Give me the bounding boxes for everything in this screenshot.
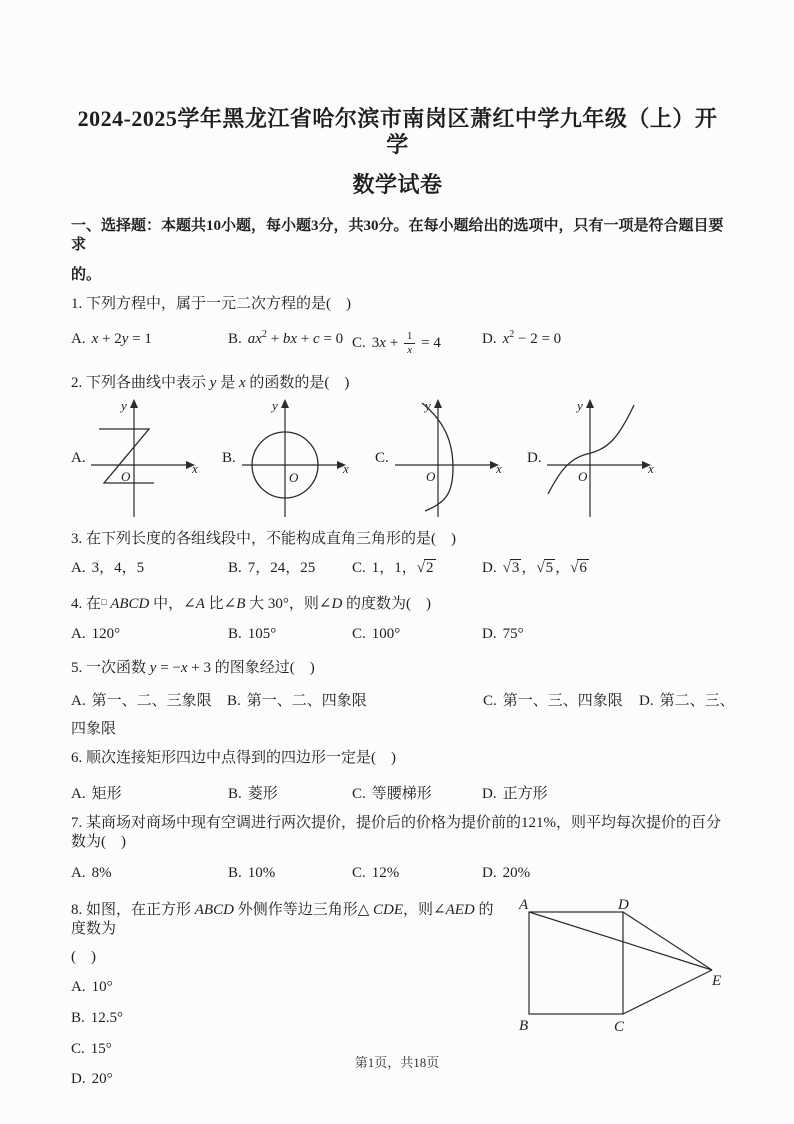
option-value: 75° — [502, 626, 524, 643]
q4-option-c — [352, 625, 482, 644]
option-label: B. — [71, 1010, 85, 1027]
q6-option-c — [352, 785, 482, 804]
graph-c-parabola-curve — [394, 397, 506, 519]
option-value: 正方形 — [502, 786, 548, 803]
option-value: 等腰梯形 — [371, 786, 432, 803]
curve-cubic — [548, 405, 634, 494]
exam-title — [71, 106, 724, 198]
option-value: x + 2y = 1 — [91, 331, 152, 347]
q5-option-d — [639, 692, 735, 711]
option-value: 1，1，√2 — [371, 560, 434, 577]
option-label: C. — [352, 865, 366, 882]
origin-label: O — [578, 469, 588, 485]
origin-label: O — [121, 469, 131, 485]
option-value: 第一、三、四象限 — [502, 693, 623, 710]
option-label: A. — [71, 331, 86, 347]
graph-d-cubic-curve — [546, 397, 658, 519]
segment-ce — [623, 970, 712, 1014]
q4-option-a — [71, 625, 228, 644]
q6-option-a — [71, 785, 228, 804]
option-value: 100° — [371, 626, 401, 643]
x-axis-label: x — [496, 461, 502, 477]
x-axis-label: x — [343, 461, 349, 477]
q1-option-b — [228, 330, 352, 356]
q7-option-d — [482, 864, 724, 883]
question-8-stem: 8. 如图，在正方形 ABCD 外侧作等边三角形△ CDE，则∠AED 的度数为 — [71, 902, 494, 938]
option-value: 第一、二、四象限 — [246, 693, 367, 710]
q6-option-b — [228, 785, 352, 804]
question-3-options — [71, 559, 724, 578]
exam-title-line2: 数学试卷 — [352, 172, 443, 197]
option-value: 8% — [91, 865, 112, 882]
option-label: B. — [228, 865, 242, 882]
option-label: A. — [71, 560, 86, 577]
x-axis-label: x — [648, 461, 654, 477]
option-value: 10° — [91, 979, 113, 996]
option-label: A. — [71, 693, 86, 710]
vertex-label-c: C — [614, 1019, 625, 1036]
question-7-stem: 7. 某商场对商场中现有空调进行两次提价，提价后的价格为提价前的121%，则平均每次提价的百分数为( ) — [71, 815, 721, 851]
option-label: C. — [352, 626, 366, 643]
option-label: D. — [482, 865, 497, 882]
q7-option-b — [228, 864, 352, 883]
option-label: D. — [482, 331, 497, 347]
y-axis-label: y — [272, 398, 278, 414]
origin-label: O — [289, 470, 299, 486]
option-value: 10% — [247, 865, 276, 882]
square-with-equilateral-triangle-figure — [512, 893, 724, 1035]
vertex-label-e: E — [712, 973, 722, 990]
section-heading-line1: 一、选择题：本题共10小题，每小题3分，共30分。在每小题给出的选项中，只有一项是符合题目要求 — [71, 218, 724, 253]
option-label: D. — [482, 786, 497, 803]
q5-option-c — [483, 692, 639, 711]
option-value: √3 ，√5 ，√6 — [502, 560, 587, 577]
question-5-stem: 5. 一次函数 y = −x + 3 的图象经过( ) — [71, 660, 315, 677]
q3-option-c — [352, 559, 482, 578]
q8-geometry-figure — [512, 893, 724, 1035]
segment-de — [623, 912, 712, 970]
question-3-stem: 3. 在下列长度的各组线段中，不能构成直角三角形的是( ) — [71, 531, 456, 548]
option-label: A. — [71, 979, 86, 996]
option-label: B. — [228, 786, 242, 803]
q3-option-d — [482, 559, 724, 578]
vertex-label-d: D — [618, 897, 629, 914]
graph-label: B. — [222, 450, 236, 467]
option-value: 矩形 — [91, 786, 122, 803]
q1-option-c — [352, 330, 482, 356]
option-value: 20° — [91, 1071, 113, 1088]
graph-option-d — [527, 397, 658, 519]
question-5-options — [71, 692, 735, 711]
option-label: C. — [352, 560, 366, 577]
graph-option-c — [375, 397, 506, 519]
question-1-stem: 1. 下列方程中，属于一元二次方程的是( ) — [71, 296, 351, 312]
option-value: 12.5° — [90, 1010, 124, 1027]
option-label: C. — [71, 1041, 85, 1058]
question-6-options — [71, 785, 724, 804]
question-7-options — [71, 864, 724, 883]
option-value: 3，4，5 — [91, 560, 145, 577]
option-label: B. — [228, 560, 242, 577]
option-label: C. — [483, 693, 497, 710]
y-axis-arrow-icon — [586, 399, 594, 408]
graph-label: D. — [527, 450, 542, 467]
option-value: 120° — [91, 626, 121, 643]
q1-option-d — [482, 330, 724, 356]
option-label: A. — [71, 626, 86, 643]
question-4-stem: 4. 在□ ABCD 中，∠A 比∠B 大 30°，则∠D 的度数为( ) — [71, 596, 432, 613]
y-axis-label: y — [425, 398, 431, 414]
question-4-options — [71, 625, 724, 644]
graph-option-a — [71, 397, 202, 519]
option-label: D. — [482, 626, 497, 643]
x-axis-label: x — [192, 461, 198, 477]
option-value: $x^2 - 2 = 0$ — [502, 329, 562, 347]
question-6-stem: 6. 顺次连接矩形四边中点得到的四边形一定是( ) — [71, 750, 396, 767]
q5-option-a — [71, 692, 227, 711]
q1-option-a — [71, 330, 228, 356]
graph-label: A. — [71, 450, 86, 467]
q5-option-b — [227, 692, 483, 711]
option-label: D. — [639, 693, 654, 710]
graph-label: C. — [375, 450, 389, 467]
option-value: 15° — [90, 1041, 112, 1058]
option-value: 20% — [502, 865, 531, 882]
option-value: 12% — [371, 865, 400, 882]
question-8-paren: ( ) — [71, 949, 96, 966]
q7-option-c — [352, 864, 482, 883]
graph-b-circle-curve — [241, 397, 353, 519]
q3-option-b — [228, 559, 352, 578]
option-label: C. — [352, 786, 366, 803]
y-axis-arrow-icon — [281, 399, 289, 408]
y-axis-arrow-icon — [130, 399, 138, 408]
option-label: A. — [71, 865, 86, 882]
option-value: 105° — [247, 626, 277, 643]
exam-title-line1: 2024-2025学年黑龙江省哈尔滨市南岗区萧红中学九年级（上）开学 — [77, 106, 718, 157]
question-2-stem: 2. 下列各曲线中表示 y 是 x 的函数的是( ) — [71, 375, 350, 392]
option-label: B. — [228, 626, 242, 643]
segment-ae — [529, 912, 712, 970]
option-value: $ax^2$ + bx + c = 0 — [247, 329, 344, 347]
q4-option-b — [228, 625, 352, 644]
option-label: D. — [482, 560, 497, 577]
y-axis-label: y — [577, 398, 583, 414]
option-label: C. — [352, 334, 366, 351]
option-value: 3x + $\frac{1}{x}$ = 4 — [371, 330, 441, 356]
vertex-label-b: B — [519, 1018, 529, 1035]
q4-option-d — [482, 625, 724, 644]
option-value: 7，24，25 — [247, 560, 316, 577]
option-label: D. — [71, 1071, 86, 1088]
option-label: A. — [71, 786, 86, 803]
q7-option-a — [71, 864, 228, 883]
option-value: 菱形 — [247, 786, 278, 803]
section-heading-line2: 的。 — [71, 267, 102, 283]
graph-a-zigzag-curve — [90, 397, 202, 519]
question-1-options — [71, 330, 724, 356]
q6-option-d — [482, 785, 724, 804]
page-number: 第1页，共18页 — [354, 1055, 440, 1070]
y-axis-arrow-icon — [434, 399, 442, 408]
question-2-graphs — [71, 397, 724, 519]
q3-option-a — [71, 559, 228, 578]
origin-label: O — [426, 469, 436, 485]
option-label: B. — [227, 693, 241, 710]
vertex-label-a: A — [519, 897, 529, 914]
question-5-option-d-wrap: 四象限 — [71, 721, 117, 738]
q8-option-d — [71, 1070, 724, 1089]
y-axis-label: y — [121, 398, 127, 414]
option-value: 第二、三、 — [659, 693, 735, 710]
option-value: 第一、二、三象限 — [91, 693, 212, 710]
graph-option-b — [222, 397, 353, 519]
option-label: B. — [228, 331, 242, 347]
